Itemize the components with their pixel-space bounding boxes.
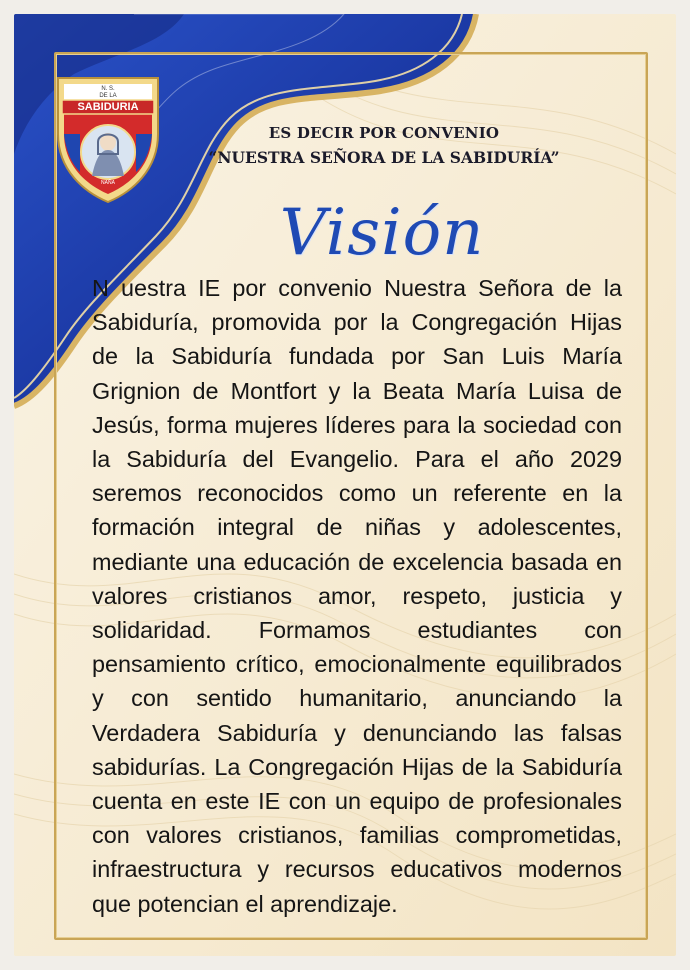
header (184, 124, 584, 167)
vision-body-text: N uestra IE por convenio Nuestra Señora de la Sabiduría, promovida por la Congregación Hijas de la Sabiduría fundada por San Luis María Grignion de Montfort y la Beata María Luisa de Jesús, forma mujeres líderes para la sociedad con la Sabiduría del Evangelio. Para el año 2029 seremos reconocidos como un referente en la formación integral de niñas y adolescentes, mediante una educación de excelencia basada en valores cristianos amor, respeto, justicia y solidaridad. Formamos estudiantes con pensamiento crítico, emocionalmente equilibrados y con sentido humanitario, anunciando la Verdadera Sabiduría y denunciando las falsas sabidurías. La Congregación Hijas de la Sabiduría cuenta en este IE con un equipo de profesionales con valores cristianos, familias comprometidas, infraestructura y recursos educativos modernos que potencian el aprendizaje. (92, 275, 622, 917)
logo-banner-text: SABIDURIA (77, 101, 139, 113)
logo-top-text-2: DE LA (99, 93, 117, 99)
school-shield-logo (52, 72, 164, 206)
logo-bottom-text: NAÑA (101, 180, 115, 186)
vision-title: Visión (279, 196, 485, 270)
header-line-2: “NUESTRA SEÑORA DE LA SABIDURÍA” (208, 148, 560, 167)
vision-poster (14, 14, 676, 956)
logo-top-text-1: N. S. (101, 86, 115, 92)
header-line-1: ES DECIR POR CONVENIO (268, 124, 500, 142)
